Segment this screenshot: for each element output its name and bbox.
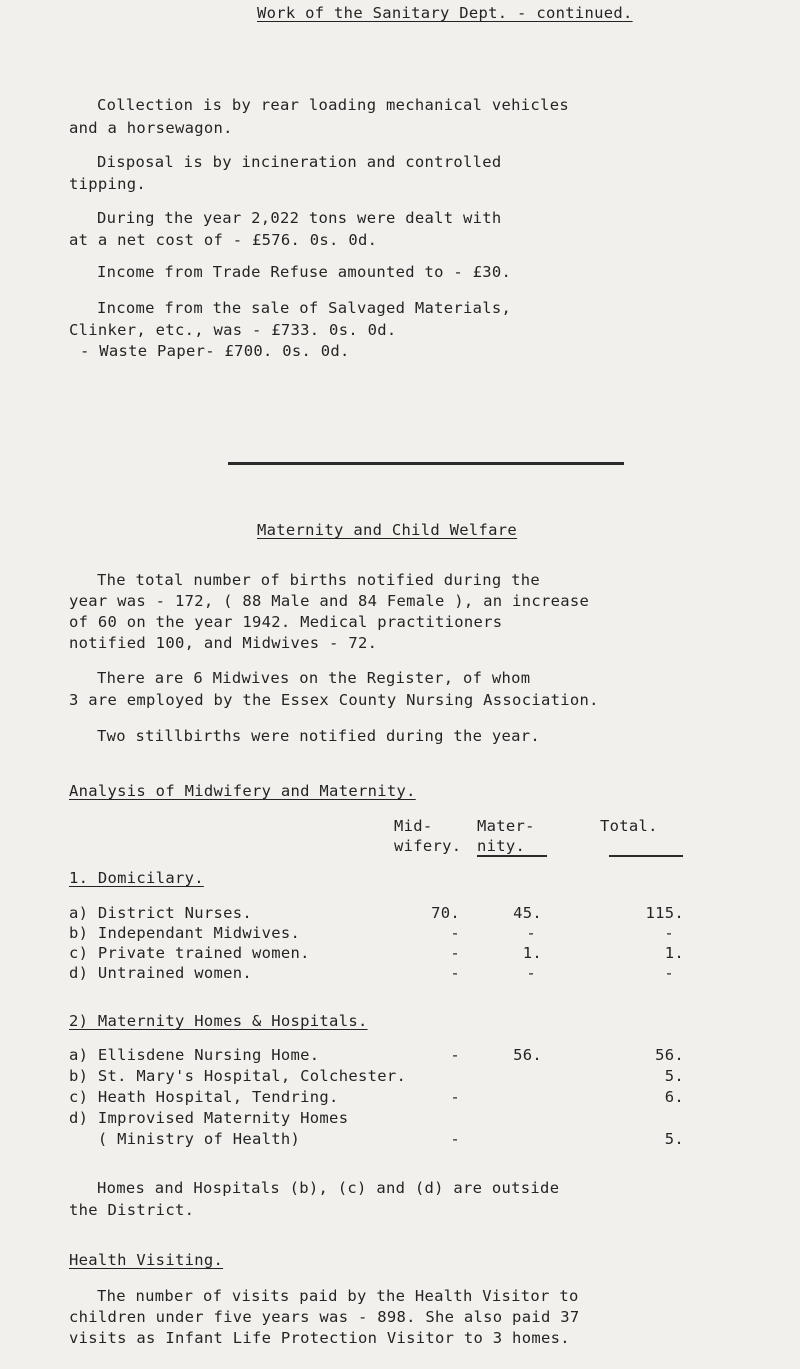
disposal-line-1: Disposal is by incineration and controlled (97, 153, 502, 171)
midwives-line-2: 3 are employed by the Essex County Nursing Association. (69, 691, 599, 709)
table-cell-mid: 70. (431, 904, 460, 922)
table-cell-total: 6. (664, 1088, 684, 1106)
col-header-mat-1: Mater- (477, 817, 535, 835)
outside-district-line-1: Homes and Hospitals (b), (c) and (d) are outside (97, 1179, 560, 1197)
table-cell-mat: - (526, 964, 536, 982)
table-cell-mat: 45. (513, 904, 542, 922)
table-cell-total: - (664, 964, 674, 982)
table-cell-mid: - (450, 924, 460, 942)
births-line-3: of 60 on the year 1942. Medical practitioners (69, 613, 503, 631)
disposal-line-2: tipping. (69, 175, 147, 193)
table-row-label: c) Private trained women. (69, 944, 310, 962)
table-row-label: d) Untrained women. (69, 964, 253, 982)
table-cell-mat: 56. (513, 1046, 542, 1064)
maternity-homes-title: 2) Maternity Homes & Hospitals. (69, 1012, 368, 1030)
salvage-line-3: - Waste Paper- £700. 0s. 0d. (80, 342, 350, 360)
table-row-label: ( Ministry of Health) (69, 1130, 301, 1148)
table-row-label: a) Ellisdene Nursing Home. (69, 1046, 320, 1064)
domicilary-title: 1. Domicilary. (69, 869, 204, 887)
table-cell-mid: - (450, 1130, 460, 1148)
table-cell-total: 5. (664, 1130, 684, 1148)
collection-line-1: Collection is by rear loading mechanical vehicles (97, 96, 569, 114)
table-row-label: c) Heath Hospital, Tendring. (69, 1088, 339, 1106)
stillbirths-line: Two stillbirths were notified during the year. (97, 727, 541, 745)
tonnage-line-2: at a net cost of - £576. 0s. 0d. (69, 231, 378, 249)
births-line-4: notified 100, and Midwives - 72. (69, 634, 378, 652)
table-cell-total: 56. (655, 1046, 684, 1064)
outside-district-line-2: the District. (69, 1201, 195, 1219)
table-cell-mid: - (450, 1046, 460, 1064)
table-cell-mid: - (450, 964, 460, 982)
table-row-label: b) St. Mary's Hospital, Colchester. (69, 1067, 407, 1085)
table-cell-mat: - (526, 924, 536, 942)
births-line-1: The total number of births notified during the (97, 571, 541, 589)
col-header-mid-1: Mid- (394, 817, 433, 835)
collection-line-2: and a horsewagon. (69, 119, 233, 137)
mat-header-rule (477, 855, 547, 857)
table-cell-mat: 1. (522, 944, 542, 962)
salvage-line-1: Income from the sale of Salvaged Materials, (97, 299, 512, 317)
health-visiting-line-3: visits as Infant Life Protection Visitor to 3 homes. (69, 1329, 570, 1347)
page-heading: Work of the Sanitary Dept. - continued. (257, 4, 633, 22)
table-cell-mid: - (450, 944, 460, 962)
table-cell-total: 1. (664, 944, 684, 962)
table-row-label: b) Independant Midwives. (69, 924, 301, 942)
births-line-2: year was - 172, ( 88 Male and 84 Female ), an increase (69, 592, 590, 610)
analysis-title: Analysis of Midwifery and Maternity. (69, 782, 416, 800)
table-cell-total: 5. (664, 1067, 684, 1085)
health-visiting-line-2: children under five years was - 898. She also paid 37 (69, 1308, 580, 1326)
table-row-label: d) Improvised Maternity Homes (69, 1109, 349, 1127)
table-cell-mid: - (450, 1088, 460, 1106)
table-cell-total: 115. (645, 904, 684, 922)
total-header-rule (609, 855, 683, 857)
health-visiting-line-1: The number of visits paid by the Health Visitor to (97, 1287, 579, 1305)
salvage-line-2: Clinker, etc., was - £733. 0s. 0d. (69, 321, 397, 339)
midwives-line-1: There are 6 Midwives on the Register, of whom (97, 669, 531, 687)
maternity-title: Maternity and Child Welfare (257, 521, 518, 539)
col-header-mid-2: wifery. (394, 837, 462, 855)
table-row-label: a) District Nurses. (69, 904, 253, 922)
tonnage-line-1: During the year 2,022 tons were dealt with (97, 209, 502, 227)
trade-refuse-line: Income from Trade Refuse amounted to - £30. (97, 263, 512, 281)
col-header-total: Total. (600, 817, 658, 835)
col-header-mat-2: nity. (477, 837, 526, 855)
section-divider (228, 462, 624, 465)
health-visiting-title: Health Visiting. (69, 1251, 224, 1269)
table-cell-total: - (664, 924, 674, 942)
